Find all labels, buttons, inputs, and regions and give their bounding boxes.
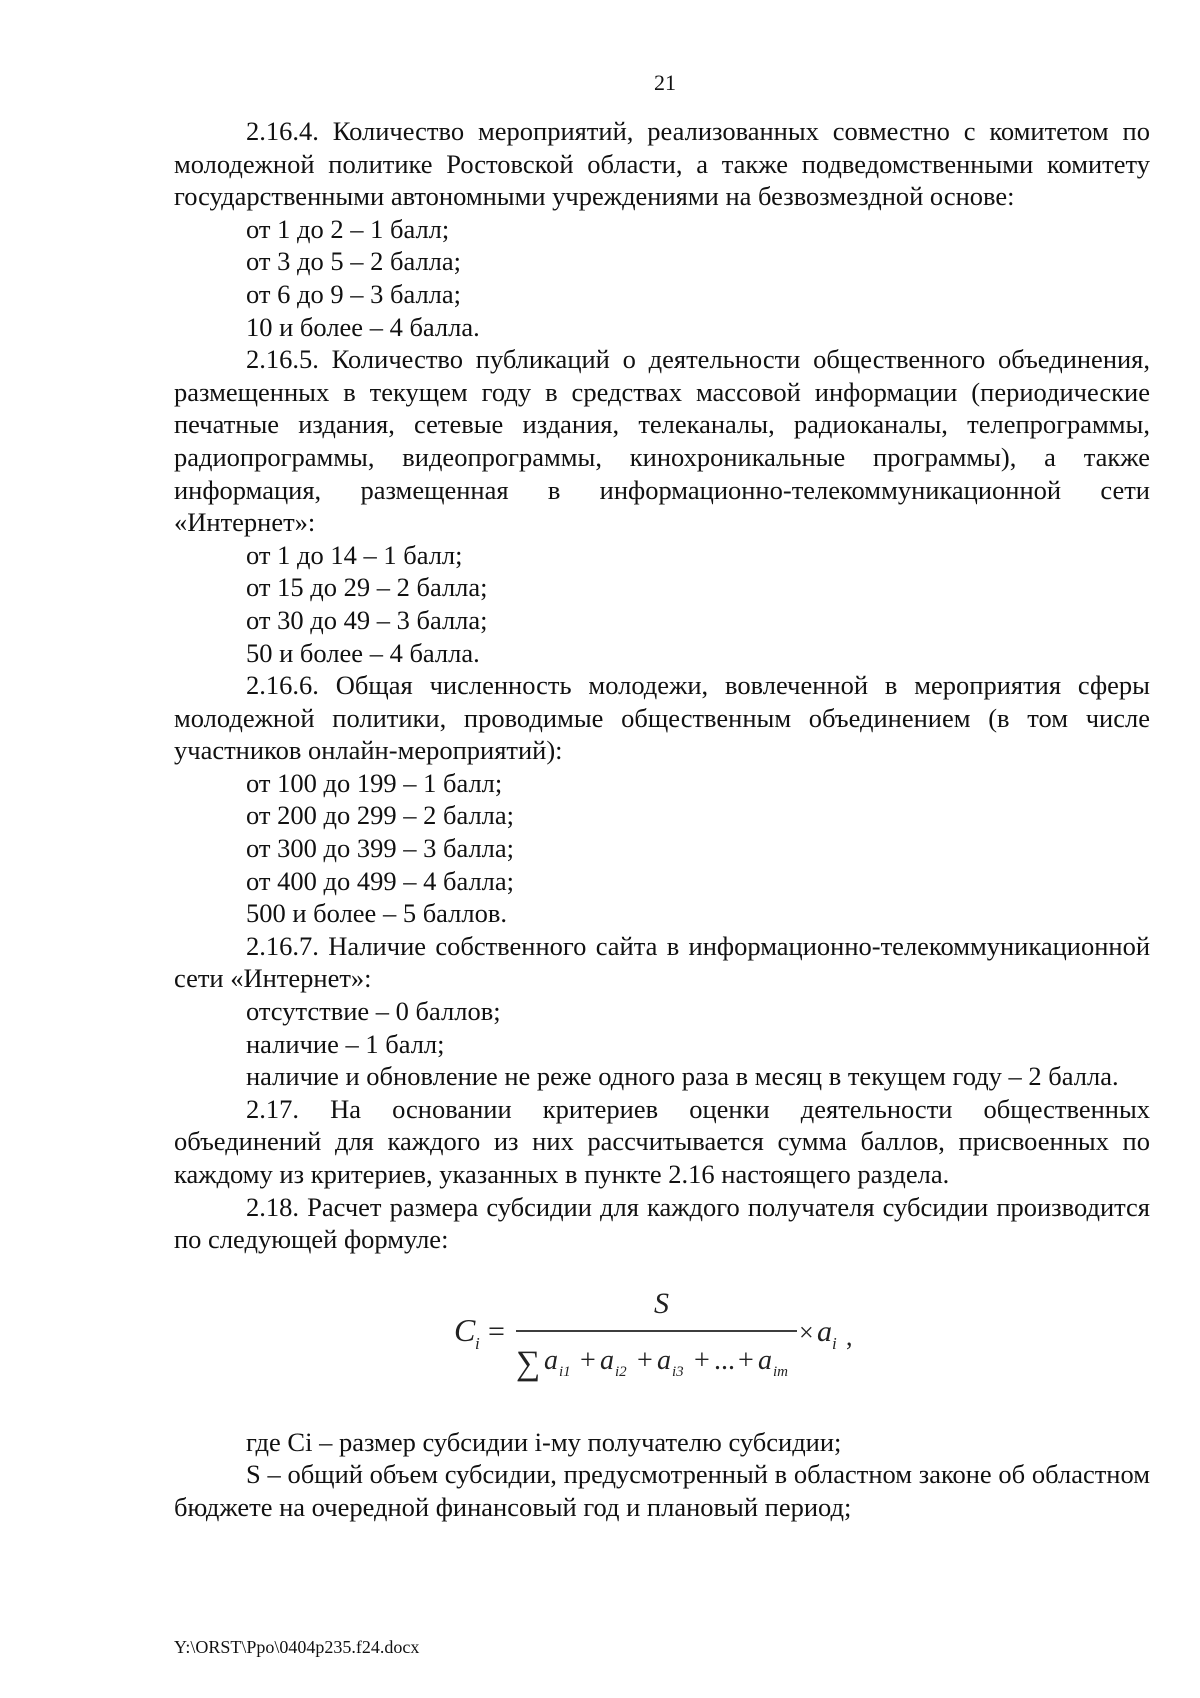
- score-item: от 1 до 2 – 1 балл;: [246, 213, 450, 244]
- score-item: наличие – 1 балл;: [246, 1028, 445, 1059]
- formula-trailing-comma: ,: [846, 1321, 853, 1351]
- score-item: от 15 до 29 – 2 балла;: [246, 572, 488, 603]
- score-item: от 300 до 399 – 3 балла;: [246, 833, 515, 864]
- formula-equals: =: [488, 1314, 505, 1348]
- sum-symbol: ∑: [516, 1344, 541, 1382]
- denom-term-sub: im: [773, 1363, 788, 1380]
- paragraph-2-16-4: 2.16.4. Количество мероприятий, реализованных совместно с комитетом по молодежной политике Ростовской области, а также подведомственными комитету государственными автономными учреждениями на безвозмездной основе:: [174, 116, 1150, 212]
- score-item: от 400 до 499 – 4 балла;: [246, 865, 515, 896]
- score-item: от 1 до 14 – 1 балл;: [246, 539, 463, 570]
- plus-sign: +: [738, 1344, 754, 1376]
- paragraph-2-16-5: 2.16.5. Количество публикаций о деятельности общественного объединения, размещенных в текущем году в средствах массовой информации (периодические печатные издания, сетевые издания, телеканалы, радиоканалы, телепрограммы, радиопрограммы, видеопрограммы, кинохроникальные программы), а также информация, размещенная в информационно-телекоммуникационной сети «Интернет»:: [174, 344, 1150, 538]
- denom-term-a: a: [544, 1344, 558, 1376]
- definition-ci: где Ci – размер субсидии i-му получателю субсидии;: [246, 1426, 842, 1457]
- file-path-footer: Y:\ORST\Ppo\0404p235.f24.docx: [174, 1637, 420, 1657]
- formula-image: [454, 1271, 874, 1391]
- score-item: отсутствие – 0 баллов;: [246, 996, 501, 1027]
- denom-term-sub: i2: [615, 1363, 627, 1380]
- definition-s: S – общий объем субсидии, предусмотренный в областном законе об областном бюджете на очередной финансовый год и плановый период;: [174, 1459, 1150, 1522]
- plus-sign: +: [580, 1344, 596, 1376]
- denom-term-sub: i1: [559, 1363, 571, 1380]
- score-item-update: наличие и обновление не реже одного раза в месяц в текущем году – 2 балла.: [246, 1061, 1119, 1092]
- formula-lhs-sub: i: [475, 1333, 480, 1353]
- score-item: от 200 до 299 – 2 балла;: [246, 800, 515, 831]
- document-body: [174, 115, 1150, 1524]
- denom-term-a: a: [657, 1344, 671, 1376]
- page-number: 21: [654, 70, 676, 95]
- paragraph-2-16-7: 2.16.7. Наличие собственного сайта в информационно-телекоммуникационной сети «Интернет»:: [174, 930, 1150, 994]
- denom-term-a: a: [600, 1344, 614, 1376]
- plus-sign: +: [694, 1344, 710, 1376]
- score-item: от 100 до 199 – 1 балл;: [246, 767, 503, 798]
- paragraph-2-17: 2.17. На основании критериев оценки деятельности общественных объединений для каждого из них рассчитывается сумма баллов, присвоенных по каждому из критериев, указанных в пункте 2.16 настоящего раздела.: [174, 1093, 1150, 1189]
- paragraph-2-18: 2.18. Расчет размера субсидии для каждого получателя субсидии производится по следующей формуле:: [174, 1191, 1150, 1255]
- denom-term-a: a: [758, 1344, 772, 1376]
- ellipsis: ...: [714, 1344, 735, 1376]
- formula-lhs: C: [454, 1311, 476, 1348]
- paragraph-2-16-6: 2.16.6. Общая численность молодежи, вовлеченной в мероприятия сферы молодежной политики, проводимые общественным объединением (в том числе участников онлайн-мероприятий):: [174, 670, 1150, 766]
- score-item: от 6 до 9 – 3 балла;: [246, 278, 462, 309]
- times-sign: ×: [799, 1317, 814, 1347]
- plus-sign: +: [637, 1344, 653, 1376]
- score-item: 500 и более – 5 баллов.: [246, 898, 508, 929]
- formula-rhs-sub: i: [832, 1333, 837, 1353]
- score-item: от 3 до 5 – 2 балла;: [246, 246, 462, 277]
- score-item: 50 и более – 4 балла.: [246, 637, 480, 668]
- formula-rhs: a: [817, 1314, 832, 1348]
- denom-term-sub: i3: [672, 1363, 684, 1380]
- score-item: 10 и более – 4 балла.: [246, 311, 480, 342]
- formula-numerator: S: [654, 1286, 669, 1320]
- score-item: от 30 до 49 – 3 балла;: [246, 604, 488, 635]
- subsidy-formula: [174, 1256, 1150, 1426]
